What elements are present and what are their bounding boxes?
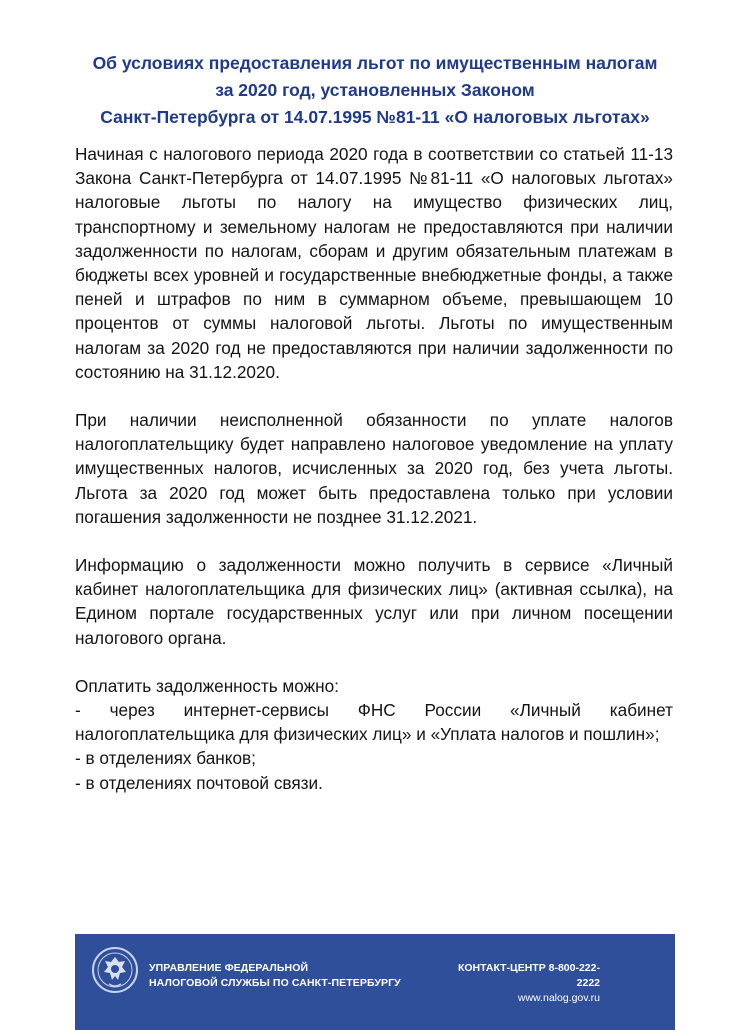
paragraph-benefits-conditions: Начиная с налогового периода 2020 года в соответствии со статьей 11-13 Закона Санкт-Петербурга от 14.07.1995 №81-11 «О налоговых льготах» налоговые льготы по налогу на имущество физических лиц, транспортному и земельному налогам не предоставляются при наличии задолженности по налогам, сборам и другим обязательным платежам в бюджеты всех уровней и государственные внебюджетные фонды, а также пеней и штрафов по ним в суммарном объеме, превышающем 10 процентов от суммы налоговой льготы. Льготы по имущественным налогам за 2020 год не предоставляются при наличии задолженности по состоянию на 31.12.2020. xyxy=(75,144,673,382)
footer-banner xyxy=(75,934,675,1030)
organization-name xyxy=(149,961,401,991)
paragraph-tax-notice: При наличии неисполненной обязанности по уплате налогов налогоплательщику будет направлено налоговое уведомление на уплату имущественных налогов, исчисленных за 2020 год, без учета льготы. Льгота за 2020 год может быть предоставлена только при условии погашения задолженности не позднее 31.12.2021. xyxy=(75,410,673,527)
paragraph-debt-information: Информацию о задолженности можно получить в сервисе «Личный кабинет налогоплательщика для физических лиц» (активная ссылка), на Едином портале государственных услуг или при личном посещении налогового органа. xyxy=(75,555,673,648)
website-link[interactable]: www.nalog.gov.ru xyxy=(517,992,600,1004)
payment-intro: Оплатить задолженность можно: xyxy=(75,675,339,696)
payment-option-post: - в отделениях почтовой связи. xyxy=(75,772,323,793)
document-title xyxy=(60,50,690,131)
contact-center-phone: КОНТАКТ-ЦЕНТР 8-800-222-2222 xyxy=(457,962,600,989)
fns-emblem-icon xyxy=(91,946,139,994)
payment-option-online: - через интернет-сервисы ФНС России «Личный кабинет налогоплательщика для физических лиц» и «Уплата налогов и пошлин»; xyxy=(75,700,673,745)
title-line-3: Санкт-Петербурга от 14.07.1995 №81-11 «О налоговых льготах» xyxy=(100,107,650,127)
contact-block xyxy=(445,961,600,1006)
title-line-2: за 2020 год, установленных Законом xyxy=(215,80,535,100)
organization-name-line-2: НАЛОГОВОЙ СЛУЖБЫ ПО САНКТ-ПЕТЕРБУРГУ xyxy=(149,977,401,989)
payment-option-banks: - в отделениях банков; xyxy=(75,748,256,769)
organization-name-line-1: УПРАВЛЕНИЕ ФЕДЕРАЛЬНОЙ xyxy=(149,962,309,974)
document-body xyxy=(75,142,673,795)
title-line-1: Об условиях предоставления льгот по имущественным налогам xyxy=(92,53,658,73)
